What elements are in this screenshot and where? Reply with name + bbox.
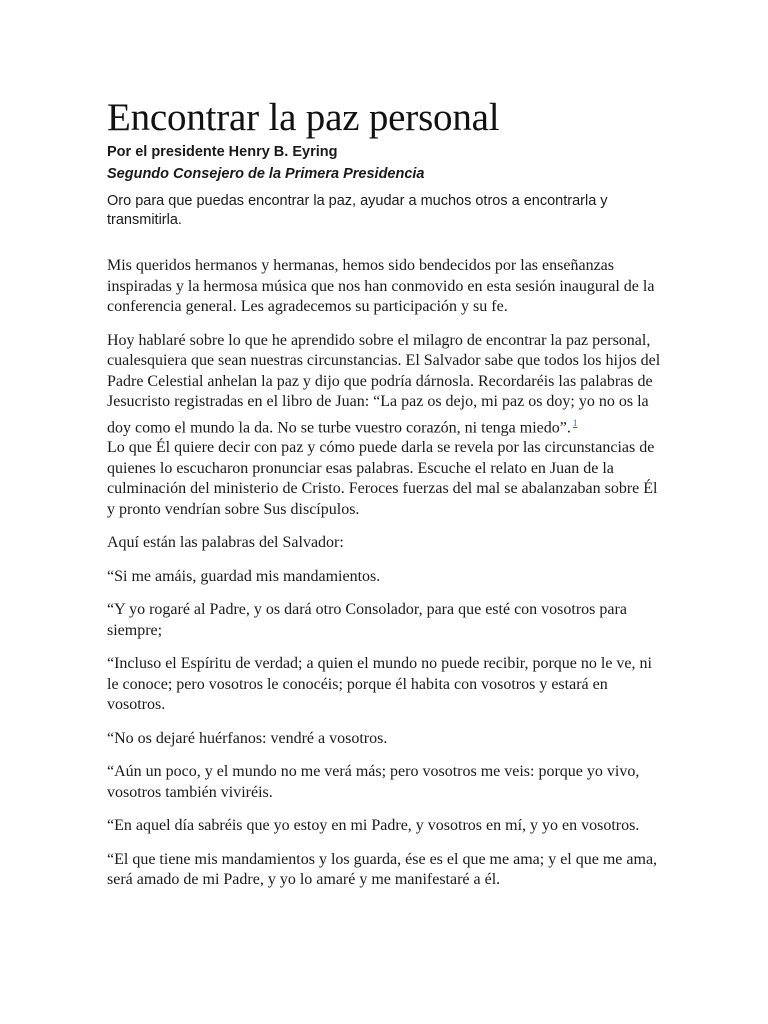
scripture-verse: “El que tiene mis mandamientos y los guarda, ése es el que me ama; y el que me ama, será amado de mi Padre, y yo lo amaré y me manifestaré a él. [107,850,658,889]
article-title: Encontrar la paz personal [107,96,500,139]
article [107,96,667,904]
author-calling: Segundo Consejero de la Primera Presidencia [107,166,425,182]
paragraph-context: Lo que Él quiere decir con paz y cómo puede darla se revela por las circunstancias de quienes lo escucharon pronunciar esas palabras. Escuche el relato en Juan de la culminación del ministerio de Cristo. Feroces fuerzas del mal se abalanzaban sobre Él y pronto vendrían sobre Sus discípulos. [107,439,658,518]
scripture-verse: “Si me amáis, guardad mis mandamientos. [107,567,381,585]
scripture-verse: “Y yo rogaré al Padre, y os dará otro Consolador, para que esté con vosotros para siempre; [107,601,627,639]
paragraph-peace [107,331,667,439]
article-summary: Oro para que puedas encontrar la paz, ayudar a muchos otros a encontrarla y transmitirla. [107,193,608,228]
article-body [107,256,667,891]
paragraph-words-intro: Aquí están las palabras del Salvador: [107,534,344,552]
scripture-verse: “No os dejaré huérfanos: vendré a vosotros. [107,729,388,747]
scripture-verse: “Incluso el Espíritu de verdad; a quien el mundo no puede recibir, porque no le ve, ni le conoce; pero vosotros le conocéis; porque él habita con vosotros y estará en vosotros. [107,655,652,714]
footnote-link[interactable]: 1 [572,417,578,428]
paragraph-intro: Mis queridos hermanos y hermanas, hemos sido bendecidos por las enseñanzas inspiradas y la hermosa música que nos han conmovido en esta sesión inaugural de la conferencia general. Les agradecemos su participación y su fe. [107,257,655,315]
scripture-verse: “En aquel día sabréis que yo estoy en mi Padre, y vosotros en mí, y yo en vosotros. [107,817,640,835]
paragraph-peace-text: Hoy hablaré sobre lo que he aprendido sobre el milagro de encontrar la paz personal, cualesquiera que sean nuestras circunstancias. El Salvador sabe que todos los hijos del Padre Celestial anhelan la paz y dijo que podría dárnosla. Recordaréis las palabras de Jesucristo registradas en el libro de Juan: “La paz os dejo, mi paz os doy; yo no os la doy como el mundo la da. No se turbe vuestro corazón, ni tenga miedo”. [107,331,661,436]
scripture-verse: “Aún un poco, y el mundo no me verá más; pero vosotros me veis: porque yo vivo, vosotros también viviréis. [107,763,640,801]
article-author: Por el presidente Henry B. Eyring [107,144,338,160]
